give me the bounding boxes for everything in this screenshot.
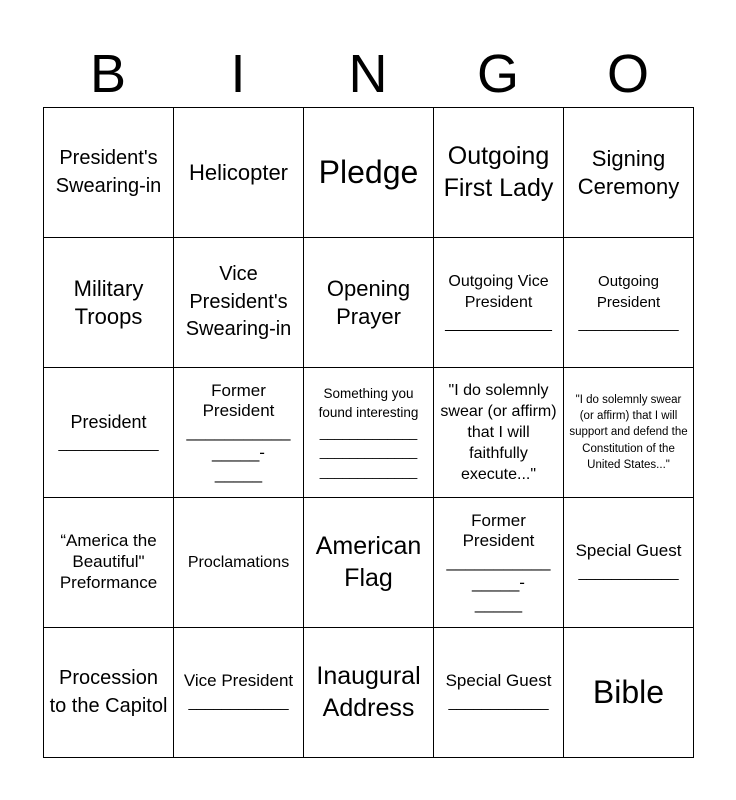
- bingo-cell-r5c5[interactable]: [564, 628, 694, 758]
- write-in-line: _____________: [319, 424, 418, 440]
- cell-text: Military Troops: [73, 275, 144, 329]
- bingo-cell-r4c1[interactable]: [44, 498, 174, 628]
- write-in-line: _____-: [212, 442, 265, 462]
- write-in-line: ____________: [188, 694, 289, 712]
- cell-text: Signing Ceremony: [577, 145, 680, 199]
- cell-text: Something you found interesting: [318, 385, 419, 421]
- bingo-header: [43, 44, 693, 104]
- write-in-line: ____________: [578, 564, 679, 582]
- bingo-cell-r1c3[interactable]: [304, 108, 434, 238]
- board-row-3: [44, 368, 694, 498]
- cell-text: Former President: [462, 510, 535, 551]
- header-letter-i: I: [230, 44, 246, 104]
- bingo-cell-r2c4[interactable]: [434, 238, 564, 368]
- cell-text: Former President: [202, 380, 275, 421]
- cell-text: Outgoing President: [596, 272, 661, 311]
- bingo-cell-r5c1[interactable]: [44, 628, 174, 758]
- cell-text: Inaugural Address: [316, 662, 421, 722]
- bingo-cell-r5c2[interactable]: [174, 628, 304, 758]
- bingo-cell-r1c2[interactable]: [174, 108, 304, 238]
- bingo-cell-r3c1[interactable]: [44, 368, 174, 498]
- board-row-1: [44, 108, 694, 238]
- header-letter-o: O: [606, 44, 649, 104]
- header-letter-b: B: [89, 44, 127, 104]
- cell-text: Opening Prayer: [326, 275, 411, 329]
- header-letter-n: N: [348, 44, 388, 104]
- write-in-line: _____-: [472, 572, 525, 592]
- write-in-line: _____________: [319, 463, 418, 479]
- cell-text: President's Swearing-in: [55, 146, 162, 197]
- cell-text: President: [70, 411, 147, 432]
- cell-text: "I do solemnly swear (or affirm) that I will support and defend the Constitution of the United States...": [569, 393, 688, 471]
- board-row-5: [44, 628, 694, 758]
- bingo-cell-r2c5[interactable]: [564, 238, 694, 368]
- write-in-line: _____________: [319, 444, 418, 460]
- bingo-cell-r1c5[interactable]: [564, 108, 694, 238]
- cell-text: “America the Beautiful" Preformance: [59, 531, 158, 592]
- cell-text: "I do solemnly swear (or affirm) that I will faithfully execute...": [440, 381, 557, 484]
- cell-text: Outgoing Vice President: [448, 272, 549, 311]
- write-in-line: ___________: [446, 552, 551, 572]
- bingo-cell-r1c1[interactable]: [44, 108, 174, 238]
- bingo-cell-r4c3[interactable]: [304, 498, 434, 628]
- write-in-line: ____________: [578, 315, 679, 333]
- write-in-line: ____________: [58, 435, 159, 453]
- write-in-line: ____________: [448, 694, 549, 712]
- bingo-cell-r4c5[interactable]: [564, 498, 694, 628]
- cell-text: Bible: [592, 674, 665, 711]
- cell-text: American Flag: [315, 532, 422, 592]
- bingo-cell-r3c2[interactable]: [174, 368, 304, 498]
- cell-text: Helicopter: [188, 159, 289, 185]
- write-in-line: _____: [214, 463, 263, 483]
- cell-text: Pledge: [318, 154, 419, 191]
- bingo-cell-r2c2[interactable]: [174, 238, 304, 368]
- cell-text: Vice President: [183, 671, 294, 691]
- bingo-cell-r3c4[interactable]: [434, 368, 564, 498]
- cell-text: Special Guest: [575, 541, 682, 561]
- bingo-cell-r4c4[interactable]: [434, 498, 564, 628]
- bingo-cell-r3c5[interactable]: [564, 368, 694, 498]
- bingo-cell-r5c4[interactable]: [434, 628, 564, 758]
- bingo-board: [43, 107, 694, 758]
- write-in-line: _____: [474, 593, 523, 613]
- bingo-cell-r5c3[interactable]: [304, 628, 434, 758]
- write-in-line: ____________: [445, 315, 552, 333]
- bingo-cell-r2c3[interactable]: [304, 238, 434, 368]
- cell-text: Outgoing First Lady: [443, 142, 554, 202]
- board-row-2: [44, 238, 694, 368]
- bingo-cell-r3c3[interactable]: [304, 368, 434, 498]
- board-row-4: [44, 498, 694, 628]
- bingo-cell-r1c4[interactable]: [434, 108, 564, 238]
- bingo-cell-r4c2[interactable]: [174, 498, 304, 628]
- cell-text: Procession to the Capitol: [49, 666, 168, 717]
- write-in-line: ___________: [186, 422, 291, 442]
- bingo-cell-r2c1[interactable]: [44, 238, 174, 368]
- header-letter-g: G: [476, 44, 519, 104]
- cell-text: Proclamations: [187, 553, 290, 571]
- cell-text: Special Guest: [445, 671, 552, 691]
- cell-text: Vice President's Swearing-in: [185, 263, 292, 341]
